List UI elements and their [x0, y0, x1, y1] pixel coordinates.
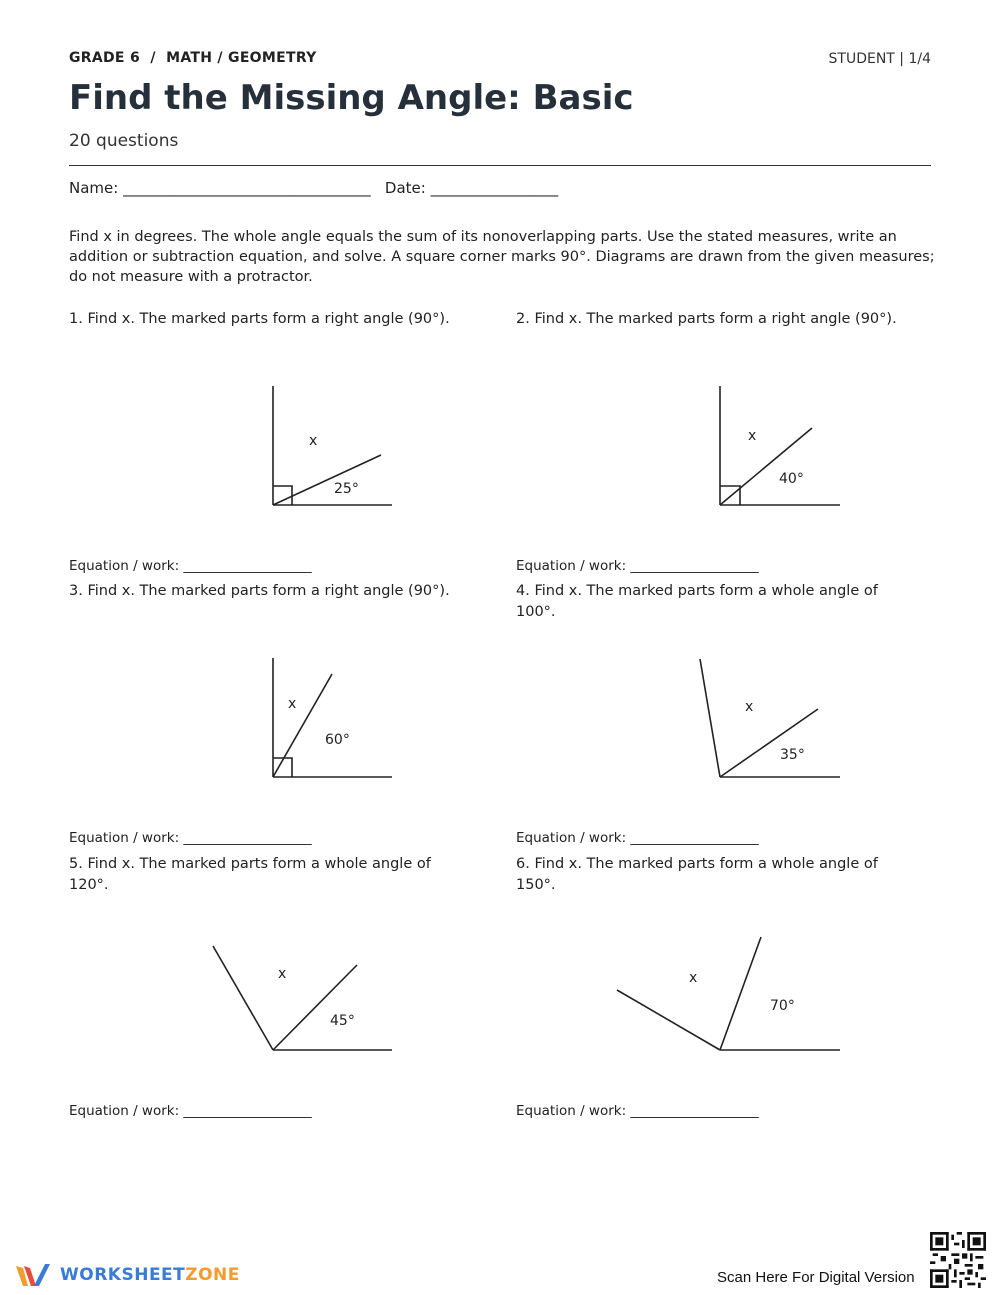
q1-right-angle-mark — [273, 486, 292, 505]
scan-text: Scan Here For Digital Version — [717, 1269, 915, 1286]
date-field[interactable]: _________________ — [430, 179, 559, 197]
q4-given-label: 35° — [780, 747, 805, 763]
q3-ray-middle — [273, 674, 332, 777]
name-field[interactable]: _________________________________ — [123, 179, 371, 197]
question-2-diagram — [720, 386, 840, 505]
page-title: Find the Missing Angle: Basic — [69, 78, 634, 118]
question-3-text: 3. Find x. The marked parts form a right angle (90°). — [69, 583, 450, 599]
question-5-equation[interactable]: Equation / work: ___________________ — [69, 1103, 312, 1119]
question-4-equation[interactable]: Equation / work: ___________________ — [516, 830, 759, 846]
question-2-text: 2. Find x. The marked parts form a right angle (90°). — [516, 311, 897, 327]
q5-unknown-label: x — [278, 966, 287, 982]
qr-code-icon[interactable] — [930, 1232, 986, 1288]
q5-given-label: 45° — [330, 1013, 355, 1029]
question-5-diagram — [213, 946, 392, 1050]
q3-unknown-label: x — [288, 696, 297, 712]
date-label: Date: — [384, 179, 426, 197]
q6-unknown-label: x — [689, 970, 698, 986]
question-2-equation[interactable]: Equation / work: ___________________ — [516, 558, 759, 574]
logo-w-icon — [14, 1260, 54, 1290]
q2-ray-middle — [720, 428, 812, 505]
worksheetzone-logo[interactable] — [14, 1260, 240, 1290]
q3-given-label: 60° — [325, 732, 350, 748]
question-6-text: 6. Find x. The marked parts form a whole angle of 150°. — [516, 856, 878, 893]
q1-ray-middle — [273, 455, 381, 505]
q2-given-label: 40° — [779, 471, 804, 487]
question-6-diagram — [617, 937, 840, 1050]
q4-unknown-label: x — [745, 699, 754, 715]
question-3-diagram — [273, 658, 392, 777]
q6-given-label: 70° — [770, 998, 795, 1014]
q4-ray-outer — [700, 659, 720, 777]
question-1-diagram — [273, 386, 392, 505]
q5-ray-outer — [213, 946, 273, 1050]
question-1-equation[interactable]: Equation / work: ___________________ — [69, 558, 312, 574]
question-5-text: 5. Find x. The marked parts form a whole angle of 120°. — [69, 856, 431, 893]
question-3-equation[interactable]: Equation / work: ___________________ — [69, 830, 312, 846]
question-4-diagram — [700, 659, 840, 777]
q6-ray-middle — [720, 937, 761, 1050]
question-4-text: 4. Find x. The marked parts form a whole angle of 100°. — [516, 583, 878, 620]
question-6-equation[interactable]: Equation / work: ___________________ — [516, 1103, 759, 1119]
breadcrumb: GRADE 6 / MATH / GEOMETRY — [69, 50, 317, 66]
q4-ray-middle — [720, 709, 818, 777]
question-count: 20 questions — [69, 131, 179, 151]
logo-text: WORKSHEETZONE — [60, 1265, 240, 1285]
name-label: Name: — [69, 179, 119, 197]
question-1-text: 1. Find x. The marked parts form a right angle (90°). — [69, 311, 450, 327]
q1-given-label: 25° — [334, 481, 359, 497]
page-indicator: STUDENT | 1/4 — [828, 51, 931, 67]
q2-unknown-label: x — [748, 428, 757, 444]
instructions: Find x in degrees. The whole angle equals the sum of its nonoverlapping parts. Use the stated measures, write an addition or subtraction equation, and solve. A square corner marks 90°. Diagrams are drawn from the given measures; do not measure with a protractor. — [69, 229, 935, 285]
q1-unknown-label: x — [309, 433, 318, 449]
q6-ray-outer — [617, 990, 720, 1050]
